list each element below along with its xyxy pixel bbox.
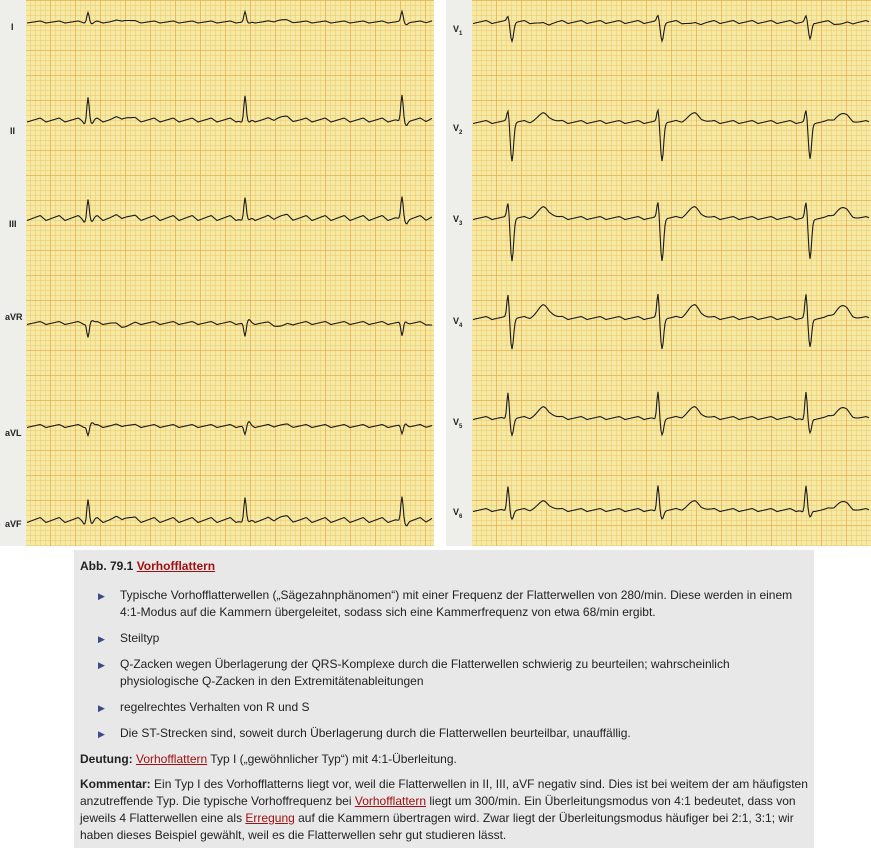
ecg-trace-I: [27, 11, 432, 24]
triangle-bullet-icon: ▶: [98, 729, 105, 739]
lead-label-V3: $V_3$: [453, 214, 463, 227]
ecg-chest-leads-panel: [446, 0, 871, 546]
link-vorhofflattern-title[interactable]: Vorhofflattern: [136, 559, 216, 573]
lead-label-V1: $V_1$: [453, 24, 463, 37]
link-vorhofflattern-kommentar[interactable]: Vorhofflattern: [354, 794, 427, 808]
list-item: ▶ Die ST-Strecken sind, soweit durch Überlagerung durch die Flatterwellen beurteilbar, unauffällig.: [80, 725, 808, 742]
ecg-trace-aVR: [27, 320, 432, 338]
lead-label-aVL: aVL: [5, 428, 22, 438]
ecg-trace-V1: [473, 16, 869, 42]
deutung-paragraph: Deutung: Vorhofflattern Typ I („gewöhnlicher Typ“) mit 4:1-Überleitung.: [80, 752, 457, 766]
lead-label-V5: $V_5$: [453, 417, 463, 430]
lead-label-V4: $V_4$: [453, 316, 463, 329]
list-item: ▶ regelrechtes Verhalten von R und S: [80, 699, 808, 716]
triangle-bullet-icon: ▶: [98, 634, 105, 644]
lead-label-aVF: aVF: [5, 519, 22, 529]
lead-label-V2: $V_2$: [453, 123, 463, 136]
ecg-trace-III: [27, 197, 432, 224]
lead-label-V6: $V_6$: [453, 507, 463, 520]
ecg-trace-aVF: [27, 497, 432, 526]
ecg-trace-V3: [473, 202, 869, 261]
lead-label-I: I: [11, 22, 14, 32]
figure-caption-box: [74, 550, 814, 848]
finding-list: [80, 587, 808, 742]
ecg-trace-V2: [473, 110, 869, 161]
triangle-bullet-icon: ▶: [98, 591, 105, 601]
list-item: ▶ Q-Zacken wegen Überlagerung der QRS-Komplexe durch die Flatterwellen schwierig zu beurteilen; wahrscheinlich physiologische Q-Zacken in den Extremitätenableitungen: [98, 657, 730, 688]
lead-label-II: II: [10, 126, 16, 136]
triangle-bullet-icon: ▶: [98, 660, 105, 670]
triangle-bullet-icon: ▶: [98, 703, 105, 713]
ecg-trace-V5: [473, 392, 869, 435]
ecg-limb-leads-panel: [0, 0, 434, 546]
ecg-traces-chest: [446, 0, 871, 546]
list-item: ▶ Steiltyp: [80, 630, 808, 647]
lead-label-aVR: aVR: [5, 312, 23, 322]
link-erregung[interactable]: Erregung: [245, 811, 295, 825]
ecg-trace-V6: [473, 486, 869, 520]
lead-label-III: III: [9, 219, 17, 229]
list-item: ▶ Typische Vorhofflatterwellen („Sägezahnphänomen“) mit einer Frequenz der Flatterwellen von 280/min. Diese werden in einem 4:1-Modus auf die Kammern übergeleitet, sodass sich eine Kammerfrequenz von etwa 68/min ergibt.: [98, 588, 793, 619]
kommentar-paragraph: Kommentar: Ein Typ I des Vorhofflatterns liegt vor, weil die Flatterwellen in II, III, aVF negativ sind. Dies ist bei weitem der am häufigsten anzutreffende Typ. Die typische Vorhoffrequenz bei Vorhofflattern liegt um 300/min. Ein Überleitungsmodus von 4:1 bedeutet, dass von jeweils 4 Flatterwellen eine als Erregung auf die Kammern übertragen wird. Zwar liegt der Überleitungsmodus häufiger bei 2:1, 3:1; wir haben dieses Beispiel gewählt, weil es die Flatterwellen sehr gut studieren lässt.: [80, 777, 808, 842]
figure-title: Abb. 79.1 Vorhofflattern: [80, 559, 216, 573]
ecg-traces-limb: [0, 0, 434, 546]
link-vorhofflattern-deutung[interactable]: Vorhofflattern: [136, 752, 208, 766]
ecg-trace-II: [27, 95, 432, 125]
ecg-trace-aVL: [27, 422, 432, 436]
ecg-trace-V4: [473, 294, 869, 349]
